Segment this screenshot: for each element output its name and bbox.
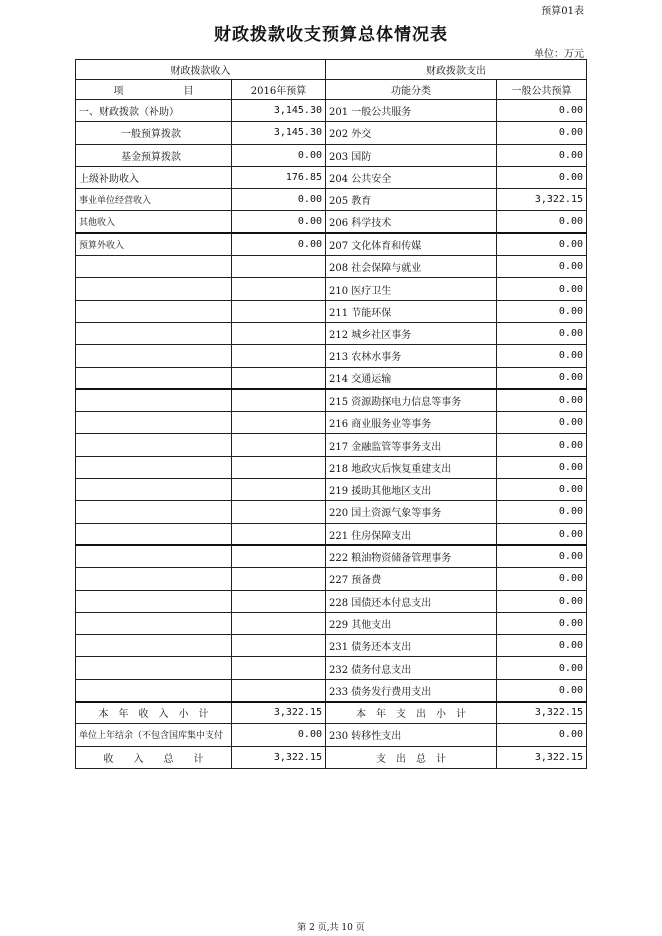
function-name: 转移性支出 bbox=[351, 731, 402, 743]
income-item-value bbox=[232, 612, 326, 634]
function-code: 203 bbox=[329, 151, 349, 163]
expense-item-value: 0.00 bbox=[497, 657, 587, 679]
expense-function-cell bbox=[326, 322, 497, 344]
table-row bbox=[76, 345, 587, 367]
income-item-label bbox=[76, 278, 232, 300]
function-class-header: 功能分类 bbox=[326, 80, 497, 100]
table-row bbox=[76, 211, 587, 233]
expense-group-header: 财政拨款支出 bbox=[326, 60, 587, 80]
income-item-label bbox=[76, 568, 232, 590]
income-item-label bbox=[76, 322, 232, 344]
income-item-value bbox=[232, 412, 326, 434]
function-name: 债务发行费用支出 bbox=[351, 686, 432, 698]
income-item-value: 176.85 bbox=[232, 166, 326, 188]
function-code: 210 bbox=[329, 285, 349, 297]
function-code: 232 bbox=[329, 664, 349, 676]
function-name: 粮油物资储备管理事务 bbox=[351, 553, 452, 565]
function-name: 交通运输 bbox=[351, 374, 392, 386]
table-row bbox=[76, 144, 587, 166]
carryover-value: 0.00 bbox=[232, 724, 326, 746]
item-header: 项 目 bbox=[76, 80, 232, 100]
carryover-row bbox=[76, 724, 587, 746]
expense-function-cell bbox=[326, 211, 497, 233]
income-item-label bbox=[76, 545, 232, 567]
income-item-value bbox=[232, 679, 326, 701]
expense-function-cell bbox=[326, 144, 497, 166]
function-code: 201 bbox=[329, 107, 349, 119]
income-item-value bbox=[232, 434, 326, 456]
expense-item-value: 0.00 bbox=[497, 233, 587, 255]
function-name: 社会保障与就业 bbox=[351, 263, 422, 275]
income-item-label: 基金预算拨款 bbox=[76, 144, 232, 166]
income-subtotal-label: 本 年 收 入 小 计 bbox=[76, 702, 232, 724]
table-row bbox=[76, 679, 587, 701]
table-row bbox=[76, 434, 587, 456]
function-name: 其他支出 bbox=[351, 619, 392, 631]
budget-2016-header: 2016年预算 bbox=[232, 80, 326, 100]
function-code: 230 bbox=[329, 731, 349, 743]
function-name: 地政灾后恢复重建支出 bbox=[351, 463, 452, 475]
income-item-label bbox=[76, 300, 232, 322]
table-row bbox=[76, 189, 587, 211]
income-item-value bbox=[232, 456, 326, 478]
budget-table bbox=[75, 59, 587, 769]
income-item-label bbox=[76, 679, 232, 701]
income-item-value bbox=[232, 479, 326, 501]
expense-subtotal-value: 3,322.15 bbox=[497, 702, 587, 724]
carryover-label: 单位上年结余（不包含国库集中支付 bbox=[76, 724, 232, 746]
function-code: 220 bbox=[329, 508, 349, 520]
expense-item-value: 0.00 bbox=[497, 679, 587, 701]
expense-item-value: 0.00 bbox=[497, 367, 587, 389]
income-item-value bbox=[232, 568, 326, 590]
table-row bbox=[76, 100, 587, 122]
table-row bbox=[76, 501, 587, 523]
function-code: 207 bbox=[329, 241, 349, 253]
function-name: 一般公共服务 bbox=[351, 107, 412, 119]
function-name: 国防 bbox=[351, 151, 372, 163]
income-item-value bbox=[232, 278, 326, 300]
income-item-label: 上级补助收入 bbox=[76, 166, 232, 188]
income-item-value bbox=[232, 367, 326, 389]
form-id: 预算01表 bbox=[541, 6, 584, 17]
function-code: 208 bbox=[329, 263, 349, 275]
income-item-value: 0.00 bbox=[232, 189, 326, 211]
expense-item-value: 0.00 bbox=[497, 412, 587, 434]
function-code: 229 bbox=[329, 619, 349, 631]
function-code: 216 bbox=[329, 419, 349, 431]
expense-function-cell bbox=[326, 456, 497, 478]
table-row bbox=[76, 479, 587, 501]
income-item-value bbox=[232, 300, 326, 322]
table-row bbox=[76, 545, 587, 567]
expense-item-value: 0.00 bbox=[497, 389, 587, 411]
expense-item-value: 0.00 bbox=[497, 100, 587, 122]
income-item-label bbox=[76, 389, 232, 411]
income-item-value bbox=[232, 635, 326, 657]
function-name: 债务付息支出 bbox=[351, 664, 412, 676]
expense-item-value: 0.00 bbox=[497, 568, 587, 590]
expense-function-cell bbox=[326, 256, 497, 278]
income-group-header: 财政拨款收入 bbox=[76, 60, 326, 80]
function-name: 文化体育和传媒 bbox=[351, 241, 422, 253]
function-code: 222 bbox=[329, 553, 349, 565]
income-item-label bbox=[76, 501, 232, 523]
income-item-value bbox=[232, 590, 326, 612]
function-name: 住房保障支出 bbox=[351, 530, 412, 542]
function-code: 204 bbox=[329, 174, 349, 186]
expense-function-cell bbox=[326, 523, 497, 545]
function-name: 资源勘探电力信息等事务 bbox=[351, 397, 462, 409]
table-row bbox=[76, 612, 587, 634]
income-item-label: 预算外收入 bbox=[76, 233, 232, 255]
income-item-value: 0.00 bbox=[232, 233, 326, 255]
expense-total-label: 支 出 总 计 bbox=[326, 746, 497, 768]
table-row bbox=[76, 389, 587, 411]
function-name: 医疗卫生 bbox=[351, 285, 392, 297]
income-item-label bbox=[76, 345, 232, 367]
function-code: 202 bbox=[329, 129, 349, 141]
income-item-label: 一般预算拨款 bbox=[76, 122, 232, 144]
income-item-label bbox=[76, 635, 232, 657]
expense-item-value: 0.00 bbox=[497, 144, 587, 166]
income-item-label: 一、财政拨款（补助） bbox=[76, 100, 232, 122]
table-row bbox=[76, 166, 587, 188]
expense-function-cell bbox=[326, 590, 497, 612]
expense-function-cell bbox=[326, 568, 497, 590]
function-name: 外交 bbox=[351, 129, 372, 141]
function-code: 206 bbox=[329, 218, 349, 230]
function-name: 商业服务业等事务 bbox=[351, 419, 432, 431]
income-item-label bbox=[76, 256, 232, 278]
table-row bbox=[76, 233, 587, 255]
expense-item-value: 0.00 bbox=[497, 166, 587, 188]
expense-item-value: 0.00 bbox=[497, 635, 587, 657]
income-total-label: 收 入 总 计 bbox=[76, 746, 232, 768]
expense-total-value: 3,322.15 bbox=[497, 746, 587, 768]
function-name: 科学技术 bbox=[351, 218, 392, 230]
transfer-function-cell bbox=[326, 724, 497, 746]
unit-label: 单位：万元 bbox=[534, 49, 584, 60]
function-name: 国土资源气象等事务 bbox=[351, 508, 442, 520]
expense-function-cell bbox=[326, 501, 497, 523]
expense-function-cell bbox=[326, 412, 497, 434]
function-code: 227 bbox=[329, 575, 349, 587]
income-item-value bbox=[232, 345, 326, 367]
expense-item-value: 0.00 bbox=[497, 345, 587, 367]
expense-function-cell bbox=[326, 545, 497, 567]
table-row bbox=[76, 635, 587, 657]
income-item-label bbox=[76, 523, 232, 545]
header-row-group bbox=[76, 60, 587, 80]
table-row bbox=[76, 322, 587, 344]
income-item-label: 事业单位经营收入 bbox=[76, 189, 232, 211]
expense-function-cell bbox=[326, 612, 497, 634]
income-total-value: 3,322.15 bbox=[232, 746, 326, 768]
expense-function-cell bbox=[326, 166, 497, 188]
expense-item-value: 0.00 bbox=[497, 256, 587, 278]
expense-item-value: 0.00 bbox=[497, 300, 587, 322]
function-code: 213 bbox=[329, 352, 349, 364]
income-item-label bbox=[76, 612, 232, 634]
income-item-label: 其他收入 bbox=[76, 211, 232, 233]
expense-function-cell bbox=[326, 300, 497, 322]
expense-function-cell bbox=[326, 367, 497, 389]
expense-function-cell bbox=[326, 635, 497, 657]
function-code: 214 bbox=[329, 374, 349, 386]
income-item-label bbox=[76, 412, 232, 434]
expense-function-cell bbox=[326, 189, 497, 211]
expense-item-value: 0.00 bbox=[497, 590, 587, 612]
income-subtotal-value: 3,322.15 bbox=[232, 702, 326, 724]
expense-function-cell bbox=[326, 122, 497, 144]
expense-function-cell bbox=[326, 679, 497, 701]
income-item-label bbox=[76, 434, 232, 456]
table-row bbox=[76, 256, 587, 278]
expense-item-value: 0.00 bbox=[497, 456, 587, 478]
expense-function-cell bbox=[326, 233, 497, 255]
income-item-value: 0.00 bbox=[232, 144, 326, 166]
expense-function-cell bbox=[326, 657, 497, 679]
function-name: 节能环保 bbox=[351, 307, 392, 319]
income-item-value bbox=[232, 256, 326, 278]
income-item-label bbox=[76, 367, 232, 389]
table-row bbox=[76, 523, 587, 545]
page-footer: 第 2 页,共 10 页 bbox=[297, 923, 365, 933]
expense-item-value: 0.00 bbox=[497, 479, 587, 501]
expense-function-cell bbox=[326, 479, 497, 501]
function-code: 228 bbox=[329, 597, 349, 609]
income-item-value: 3,145.30 bbox=[232, 122, 326, 144]
general-budget-header: 一般公共预算 bbox=[497, 80, 587, 100]
expense-function-cell bbox=[326, 100, 497, 122]
subtotal-row bbox=[76, 702, 587, 724]
expense-item-value: 0.00 bbox=[497, 545, 587, 567]
function-name: 预备费 bbox=[351, 575, 382, 587]
total-row bbox=[76, 746, 587, 768]
expense-item-value: 0.00 bbox=[497, 434, 587, 456]
function-name: 援助其他地区支出 bbox=[351, 486, 432, 498]
income-item-label bbox=[76, 479, 232, 501]
function-name: 国债还本付息支出 bbox=[351, 597, 432, 609]
table-row bbox=[76, 367, 587, 389]
table-row bbox=[76, 122, 587, 144]
function-name: 教育 bbox=[351, 196, 372, 208]
function-code: 215 bbox=[329, 397, 349, 409]
expense-item-value: 0.00 bbox=[497, 322, 587, 344]
expense-item-value: 0.00 bbox=[497, 501, 587, 523]
income-item-value bbox=[232, 657, 326, 679]
income-item-value bbox=[232, 501, 326, 523]
expense-function-cell bbox=[326, 389, 497, 411]
function-code: 205 bbox=[329, 196, 349, 208]
expense-item-value: 0.00 bbox=[497, 211, 587, 233]
expense-item-value: 0.00 bbox=[497, 523, 587, 545]
expense-subtotal-label: 本 年 支 出 小 计 bbox=[326, 702, 497, 724]
table-row bbox=[76, 412, 587, 434]
function-code: 219 bbox=[329, 486, 349, 498]
income-item-value: 0.00 bbox=[232, 211, 326, 233]
table-row bbox=[76, 278, 587, 300]
table-row bbox=[76, 590, 587, 612]
function-code: 231 bbox=[329, 642, 349, 654]
expense-function-cell bbox=[326, 278, 497, 300]
function-code: 212 bbox=[329, 330, 349, 342]
function-code: 211 bbox=[329, 307, 349, 319]
income-item-value bbox=[232, 322, 326, 344]
income-item-value bbox=[232, 545, 326, 567]
function-name: 债务还本支出 bbox=[351, 642, 412, 654]
expense-function-cell bbox=[326, 434, 497, 456]
function-name: 金融监管等事务支出 bbox=[351, 441, 442, 453]
function-name: 农林水事务 bbox=[351, 352, 402, 364]
income-item-value: 3,145.30 bbox=[232, 100, 326, 122]
function-code: 217 bbox=[329, 441, 349, 453]
table-row bbox=[76, 568, 587, 590]
transfer-value: 0.00 bbox=[497, 724, 587, 746]
expense-item-value: 3,322.15 bbox=[497, 189, 587, 211]
expense-function-cell bbox=[326, 345, 497, 367]
income-item-value bbox=[232, 523, 326, 545]
header-row-columns bbox=[76, 80, 587, 100]
function-name: 公共安全 bbox=[351, 174, 392, 186]
table-row bbox=[76, 456, 587, 478]
function-name: 城乡社区事务 bbox=[351, 330, 412, 342]
income-item-label bbox=[76, 590, 232, 612]
income-item-label bbox=[76, 456, 232, 478]
income-item-label bbox=[76, 657, 232, 679]
page-title: 财政拨款收支预算总体情况表 bbox=[214, 25, 448, 45]
table-row bbox=[76, 657, 587, 679]
function-code: 218 bbox=[329, 463, 349, 475]
expense-item-value: 0.00 bbox=[497, 122, 587, 144]
expense-item-value: 0.00 bbox=[497, 278, 587, 300]
expense-item-value: 0.00 bbox=[497, 612, 587, 634]
function-code: 233 bbox=[329, 686, 349, 698]
table-row bbox=[76, 300, 587, 322]
function-code: 221 bbox=[329, 530, 349, 542]
income-item-value bbox=[232, 389, 326, 411]
